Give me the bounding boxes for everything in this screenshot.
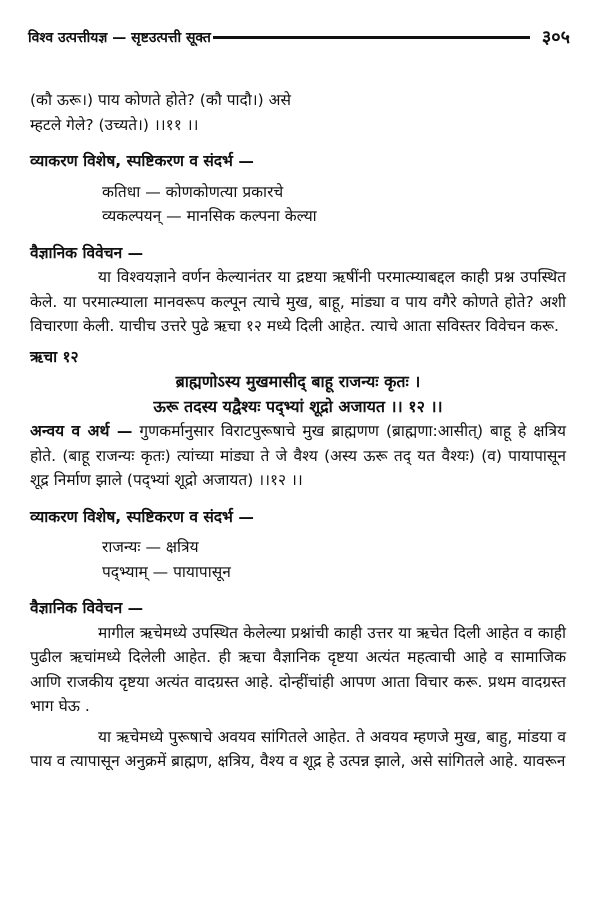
definition-item: पद्भ्याम् — पायापासून: [102, 562, 231, 581]
running-title: विश्व उत्पत्तीयज्ञ — सृष्टउत्पत्ती सूक्त: [28, 29, 211, 46]
page-body: [30, 88, 566, 774]
verse-line-1: ब्राह्मणोऽस्य मुखमासीद् बाहू राजन्यः कृतः ।: [175, 372, 421, 391]
grammar-heading-1: व्याकरण विशेष, स्पष्टिकरण व संदर्भ —: [30, 152, 254, 170]
page-header: [28, 24, 570, 50]
science-paragraph-3: या ऋचेमध्ये पुरूषाचे अवयव सांगितले आहेत. ते अवयव म्हणजे मुख, बाहु, मांडया व पाय व त्यापासून अनुक्रमें ब्राह्मण, क्षत्रिय, वैश्य व शूद्र हे उत्पन्न झाले, असे सांगितले आहे. यावरून: [30, 727, 566, 770]
header-rule: [213, 36, 530, 39]
science-heading-1: वैज्ञानिक विवेचन —: [30, 243, 144, 262]
anvay-text: गुणकर्मानुसार विराटपुरूषाचे मुख ब्राह्मणण (ब्राह्मणा:आसीत्) बाहू हे क्षत्रिय होते. (बाहू राजन्यः कृतः) त्यांच्या मांड्या ते जे वैश्य (अस्य ऊरू तद् यत वैश्यः) (व) पायापासून शूद्र निर्माण झाले (पद्भ्यां शूद्रो अजायत) ।।१२ ।।: [30, 422, 566, 489]
intro-line-1: (कौ ऊरू।) पाय कोणते होते? (कौ पादौ।) असे: [30, 91, 291, 109]
anvay-heading: अन्वय व अर्थ —: [30, 422, 133, 440]
grammar-heading-2: व्याकरण विशेष, स्पष्टिकरण व संदर्भ —: [30, 507, 254, 526]
anvay-paragraph: [30, 419, 566, 493]
page-number: ३०५: [541, 27, 570, 48]
definition-item: व्यकल्पयन् — मानसिक कल्पना केल्या: [102, 207, 317, 225]
science-paragraph-1: या विश्वयज्ञाने वर्णन केल्यानंतर या द्रष्टया ऋषींनी परमात्म्याबद्दल काही प्रश्न उपस्थित केले. या परमात्म्याला मानवरूप कल्पून त्याचे मुख, बाहू, मांड्या व पाय वगैरे कोणते होते? अशी विचारणा केली. याचीच उत्तरे पुढे ऋचा १२ मध्ये दिली आहेत. त्याचे आता सविस्तर विवेचन करू.: [30, 268, 566, 335]
verse-line-2: ऊरू तदस्य यद्वैश्यः पद्भ्यां शूद्रो अजायत ।। १२ ।।: [153, 397, 443, 416]
definition-item: कतिधा — कोणकोणत्या प्रकारचे: [102, 182, 284, 201]
definition-item: राजन्यः — क्षत्रिय: [102, 538, 199, 556]
science-paragraph-2: मागील ऋचेमध्ये उपस्थित केलेल्या प्रश्नांची काही उत्तर या ऋचेत दिली आहेत व काही पुढील ऋचांमध्ये दिलेली आहेत. ही ऋचा वैज्ञानिक दृष्टया अत्यंत महत्वाची आहे व सामाजिक आणि राजकीय दृष्टया अत्यंत वादग्रस्त आहे. दोन्हींचांही आपण आता विचार करू. प्रथम वादग्रस्त भाग घेऊ .: [30, 623, 566, 715]
science-heading-2: वैज्ञानिक विवेचन —: [30, 599, 144, 617]
richa-label: ऋचा १२: [30, 347, 79, 366]
intro-line-2: म्हटले गेले? (उच्यते।) ।।११ ।।: [30, 115, 199, 134]
